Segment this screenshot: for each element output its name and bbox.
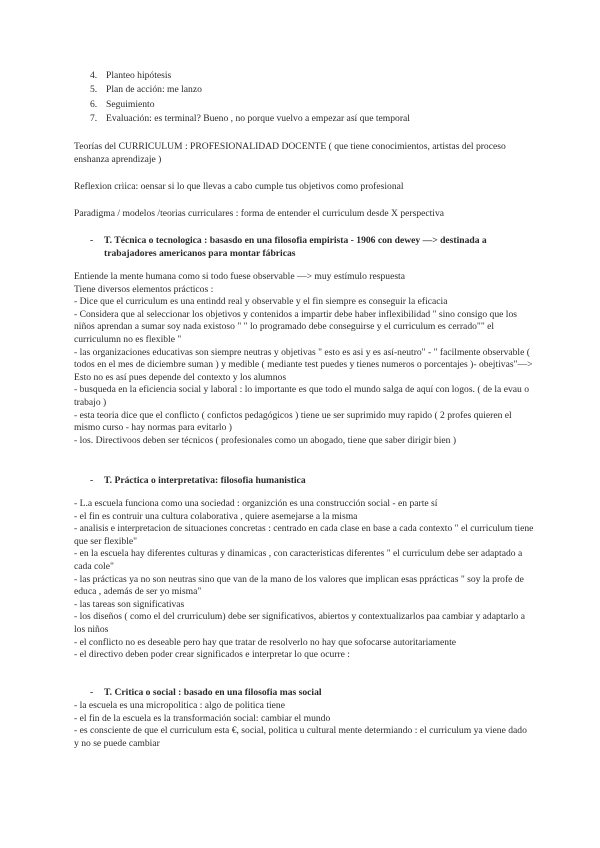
body-line: - Dice que el curriculum es una entindd real y observable y el fin siempre es conseguir la eficacia (74, 296, 448, 308)
body-line: - el fin es contruir una cultura colaborativa , quiere asemejarse a la misma (74, 510, 358, 522)
body-line: - las prácticas ya no son neutras sino que van de la mano de los valores que implican esas pprácticas " soy la profe de educa , además de ser yo misma" (74, 573, 524, 598)
list-item (74, 69, 410, 83)
list-item-text: Seguimiento (106, 98, 155, 110)
numbered-steps-list (74, 69, 410, 127)
body-line: - los. Directivoos deben ser técnicos ( profesionales como un abogado, tiene que saber dirigir bien ) (74, 434, 457, 446)
section-heading-critica (90, 687, 530, 700)
body-line: - el conflicto no es deseable pero hay que tratar de resolverlo no hay que sofocarse autoritariamente (74, 636, 456, 648)
body-line: - el directivo deben poder crear significados e interpretar lo que ocurre : (74, 649, 350, 661)
body-line: - es consciente de que el curriculum esta €, social, politica u cultural mente determiando : el curriculum ya viene dado y no se puede cambiar (74, 725, 527, 749)
body-line: - en la escuela hay diferentes culturas y dinamicas , con caracteristicas diferentes " el curriculum debe ser adaptado a cada cole" (74, 548, 523, 572)
list-item-text: Planteo hipótesis (106, 70, 172, 81)
list-number: 4. (90, 70, 98, 81)
section-body-practica (74, 498, 534, 662)
section-heading-practica (90, 475, 530, 488)
section-body-critica (74, 700, 534, 750)
list-item-text: Evaluación: es terminal? Bueno , no porque vuelvo a empezar así que temporal (106, 113, 410, 125)
list-item-text: Plan de acción: me lanzo (106, 84, 202, 96)
section-heading-text: T. Critica o social : basado en una filosofia mas social (104, 687, 322, 698)
body-line: - los diseños ( como el del crurriculum) debe ser significativos, abiertos y contextualizarlos paa cambiar y adaptarlo a los niños (74, 611, 526, 635)
body-line: - las organizaciones educativas son siempre neutras y objetivas " esto es asi y es así-neutro" - " facilmente observable ( todos en el mes de diciembre suman ) y medible ( mediante test puedes y tienes numeros o porcentajes )- obejtivas"—> Esto no es así pues depende del contexto y los alumnos (74, 346, 533, 383)
body-line: - analisis e interpretacion de situaciones concretas : centrado en cada clase en base a cada contexto " el curriculum tiene que ser flexible" (74, 523, 534, 547)
body-line: - Considera que al seleccionar los objetivos y contenidos a impartir debe haber inflexibilidad " sino consigo que los niños aprendan a sumar soy nada existoso " " lo programado debe conseguirse y el curriculum es cerrado"" el curriculumn no es flexible " (74, 308, 517, 345)
list-item (74, 98, 410, 112)
list-number: 7. (90, 113, 98, 125)
section-body-tecnica (74, 271, 534, 447)
list-number: 6. (90, 98, 98, 110)
list-item (74, 112, 410, 126)
reflexion-paragraph: Reflexion crìica: oensar si lo que llevas a cabo cumple tus objetivos como profesional (74, 181, 404, 192)
section-heading-text: T. Práctica o interpretativa: filosofia humanistica (104, 475, 306, 486)
body-line: Tiene diversos elementos prácticos : (74, 283, 214, 295)
body-line: - las tareas son significativas (74, 598, 185, 610)
teorias-curriculum-paragraph: Teorías del CURRICULUM : PROFESIONALIDAD DOCENTE ( que tiene conocimientos, artistas del proceso enshanza aprendizaje ) (74, 141, 506, 165)
body-line: - L.a escuela funciona como una sociedad : organizción es una construcción social - en parte sí (74, 498, 438, 509)
list-item (74, 83, 410, 97)
bullet-dash: - (90, 475, 94, 486)
section-heading-text: T. Técnica o tecnologica : basasdo en una filosofia empirista - 1906 con dewey —> destinada a trabajadores americanos para montar fábricas (104, 235, 487, 259)
bullet-dash: - (90, 687, 94, 698)
body-line: - esta teoria dice que el conflicto ( confictos pedagógicos ) tiene ue ser suprimido muy rapido ( 2 profes quieren el mismo curso - hay normas para evitarlo ) (74, 409, 512, 434)
list-number: 5. (90, 84, 98, 96)
section-heading-tecnica (90, 235, 530, 260)
body-line: - busqueda en la eficiencia social y laboral : lo importante es que todo el mundo salga de aquí con logos. ( de la evau o trabajo ) (74, 384, 530, 408)
body-line: - el fin de la escuela es la transformación social: cambiar el mundo (74, 712, 331, 724)
body-line: - la escuela es una micropolitica : algo de politica tiene (74, 700, 285, 711)
paradigma-paragraph: Paradigma / modelos /teorias curriculares : forma de entender el curriculum desde X perspectiva (74, 208, 445, 219)
body-line: Entiende la mente humana como si todo fuese observable —> muy estímulo respuesta (74, 271, 405, 282)
bullet-dash: - (90, 235, 94, 246)
